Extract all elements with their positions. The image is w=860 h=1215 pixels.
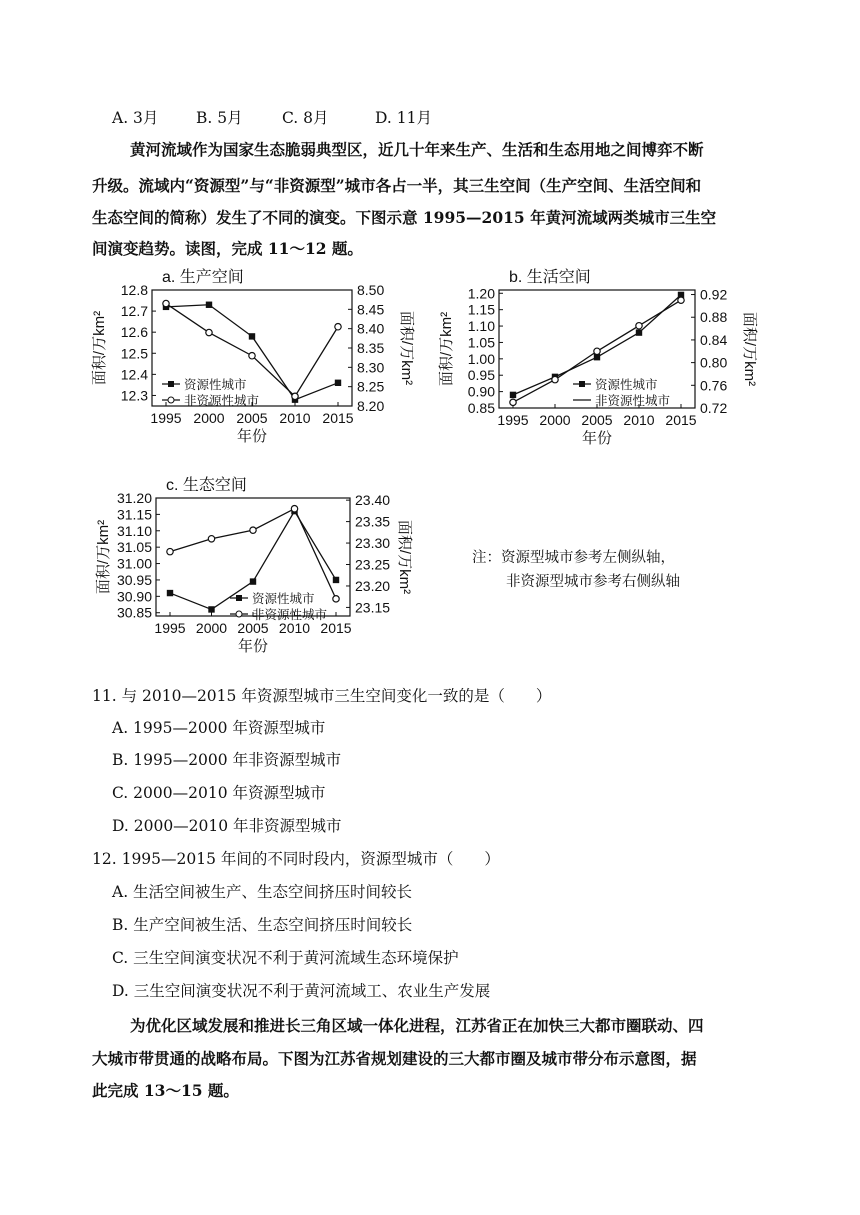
data-point-circle: [291, 506, 297, 512]
data-point-circle: [292, 393, 298, 399]
q12-stem: 12. 1995—2015 年间的不同时段内，资源型城市（ ）: [92, 850, 500, 868]
right-tick-label: 8.30: [357, 359, 385, 376]
y-axis-label-right: 面积/万km²: [396, 519, 413, 595]
intro2-line-2: 大城市带贯通的战略布局。下图为江苏省规划建设的三大都市圈及城市带分布示意图，据: [92, 1049, 697, 1068]
right-tick-label: 8.20: [357, 398, 385, 414]
left-tick-label: 31.10: [116, 522, 152, 539]
right-tick-label: 23.40: [355, 492, 391, 509]
x-tick-label: 2000: [539, 412, 571, 428]
series-line-2: [170, 509, 336, 599]
x-tick-label: 2010: [623, 412, 655, 428]
right-tick-label: 0.76: [700, 377, 728, 394]
left-tick-label: 1.05: [467, 334, 495, 351]
legend-label: 资源性城市: [184, 378, 247, 392]
x-axis-label: 年份: [236, 428, 268, 445]
right-tick-label: 23.35: [355, 513, 391, 530]
data-point-circle: [552, 376, 558, 382]
right-tick-label: 0.80: [700, 354, 728, 371]
right-tick-label: 23.15: [355, 599, 391, 616]
left-tick-label: 0.85: [467, 400, 495, 416]
legend-marker-square: [236, 595, 242, 601]
option-a: A. 3月: [112, 109, 159, 127]
legend-label: 资源性城市: [595, 378, 658, 392]
left-tick-label: 30.90: [116, 588, 152, 605]
left-tick-label: 31.05: [116, 539, 152, 556]
data-point-square: [335, 380, 341, 386]
legend-label: 非资源性城市: [252, 608, 328, 622]
data-point-square: [208, 606, 214, 612]
legend-marker-circle: [236, 611, 242, 617]
x-tick-label: 2015: [665, 412, 697, 428]
option-c: C. 8月: [282, 109, 329, 127]
left-tick-label: 12.5: [120, 345, 148, 362]
left-tick-label: 12.6: [120, 324, 148, 341]
right-tick-label: 8.35: [357, 340, 385, 356]
left-tick-label: 12.7: [120, 303, 148, 320]
chart-note-line-1: 注：资源型城市参考左侧纵轴，: [472, 550, 675, 566]
y-axis-label-right: 面积/万km²: [741, 311, 758, 387]
intro1-line-3: 生态空间的简称）发生了不同的演变。下图示意 1995—2015 年黄河流域两类城市三生空: [92, 208, 717, 227]
intro2-line-3: 此完成 13～15 题。: [92, 1081, 239, 1100]
x-tick-label: 2000: [195, 620, 228, 636]
legend-label: 非资源性城市: [595, 394, 671, 408]
data-point-circle: [335, 324, 341, 330]
y-axis-label-left: 面积/万km²: [95, 519, 112, 595]
x-tick-label: 2000: [193, 410, 225, 426]
x-tick-label: 2010: [278, 620, 311, 636]
right-tick-label: 8.40: [357, 320, 385, 337]
intro1-line-2: 升级。流域内“资源型”与“非资源型”城市各占一半，其三生空间（生产空间、生活空间和: [92, 176, 702, 195]
q11-option-c: C. 2000—2010 年资源型城市: [112, 784, 326, 802]
left-tick-label: 0.90: [467, 383, 495, 400]
y-axis-label-right: 面积/万km²: [398, 310, 415, 386]
left-tick-label: 12.4: [120, 366, 148, 383]
left-tick-label: 31.20: [116, 490, 152, 506]
legend-marker-square: [579, 381, 585, 387]
intro1-line-1: 黄河流域作为国家生态脆弱典型区，近几十年来生产、生活和生态用地之间博弈不断: [130, 140, 704, 159]
q11-stem: 11. 与 2010—2015 年资源型城市三生空间变化一致的是（ ）: [92, 687, 552, 705]
data-point-circle: [510, 399, 516, 405]
q11-option-a: A. 1995—2000 年资源型城市: [112, 719, 326, 737]
intro2-line-1: 为优化区域发展和推进长三角区域一体化进程，江苏省正在加快三大都市圈联动、四: [130, 1016, 704, 1035]
x-tick-label: 2005: [237, 620, 269, 636]
data-point-square: [333, 577, 339, 583]
y-axis-label-left: 面积/万km²: [438, 311, 455, 387]
chart-title: a. 生产空间: [162, 269, 244, 286]
right-tick-label: 8.50: [357, 282, 385, 298]
left-tick-label: 1.00: [467, 350, 495, 367]
legend-marker-square: [168, 381, 174, 387]
q12-option-a: A. 生活空间被生产、生态空间挤压时间较长: [112, 883, 413, 901]
right-tick-label: 0.84: [700, 331, 728, 348]
left-tick-label: 31.15: [116, 506, 152, 523]
left-tick-label: 31.00: [116, 555, 152, 572]
chart-title: b. 生活空间: [509, 269, 591, 286]
x-tick-label: 2010: [279, 410, 311, 426]
data-point-square: [510, 392, 516, 398]
chart-note-line-2: 非资源型城市参考右侧纵轴: [506, 574, 680, 590]
data-point-circle: [678, 297, 684, 303]
chart-production-space: [88, 262, 438, 464]
legend-label: 非资源性城市: [184, 394, 260, 408]
data-point-circle: [333, 596, 339, 602]
left-tick-label: 12.8: [120, 282, 148, 298]
left-tick-label: 12.3: [120, 387, 148, 404]
data-point-square: [636, 329, 642, 335]
left-tick-label: 1.20: [467, 285, 495, 302]
left-tick-label: 30.95: [116, 571, 152, 588]
x-tick-label: 1995: [150, 410, 182, 426]
chart-ecological-space: [88, 470, 438, 672]
x-tick-label: 1995: [154, 620, 186, 636]
legend-marker-circle: [168, 397, 174, 403]
x-tick-label: 2015: [320, 620, 352, 636]
q11-option-d: D. 2000—2010 年非资源型城市: [112, 817, 342, 835]
data-point-circle: [167, 548, 173, 554]
legend-label: 资源性城市: [252, 592, 315, 606]
chart-title: c. 生态空间: [166, 477, 247, 494]
option-b: B. 5月: [196, 109, 243, 127]
data-point-square: [250, 578, 256, 584]
q12-option-d: D. 三生空间演变状况不利于黄河流域工、农业生产发展: [112, 982, 491, 1000]
right-tick-label: 0.72: [700, 400, 728, 416]
x-axis-label: 年份: [237, 638, 269, 655]
option-d: D. 11月: [375, 109, 432, 127]
left-tick-label: 1.15: [467, 301, 495, 318]
q11-option-b: B. 1995—2000 年非资源型城市: [112, 751, 342, 769]
right-tick-label: 23.30: [355, 535, 391, 552]
chart-living-space: [425, 262, 785, 464]
right-tick-label: 23.20: [355, 577, 391, 594]
x-tick-label: 2015: [322, 410, 354, 426]
left-tick-label: 30.85: [116, 604, 152, 621]
data-point-square: [249, 333, 255, 339]
right-tick-label: 0.92: [700, 286, 728, 303]
data-point-circle: [636, 323, 642, 329]
data-point-square: [167, 590, 173, 596]
left-tick-label: 1.10: [467, 318, 495, 335]
data-point-circle: [163, 300, 169, 306]
data-point-circle: [249, 353, 255, 359]
data-point-circle: [594, 348, 600, 354]
right-tick-label: 8.45: [357, 301, 385, 318]
q12-option-b: B. 生产空间被生活、生态空间挤压时间较长: [112, 916, 413, 934]
x-axis-label: 年份: [581, 430, 613, 447]
x-tick-label: 2005: [581, 412, 613, 428]
left-tick-label: 0.95: [467, 367, 495, 384]
data-point-circle: [208, 536, 214, 542]
q12-option-c: C. 三生空间演变状况不利于黄河流域生态环境保护: [112, 949, 459, 967]
right-tick-label: 0.88: [700, 309, 728, 326]
y-axis-label-left: 面积/万km²: [91, 310, 108, 386]
right-tick-label: 8.25: [357, 378, 385, 395]
x-tick-label: 2005: [236, 410, 268, 426]
x-tick-label: 1995: [497, 412, 529, 428]
data-point-square: [206, 302, 212, 308]
data-point-circle: [250, 527, 256, 533]
intro1-line-4: 间演变趋势。读图，完成 11～12 题。: [92, 239, 363, 258]
right-tick-label: 23.25: [355, 556, 391, 573]
data-point-circle: [206, 329, 212, 335]
